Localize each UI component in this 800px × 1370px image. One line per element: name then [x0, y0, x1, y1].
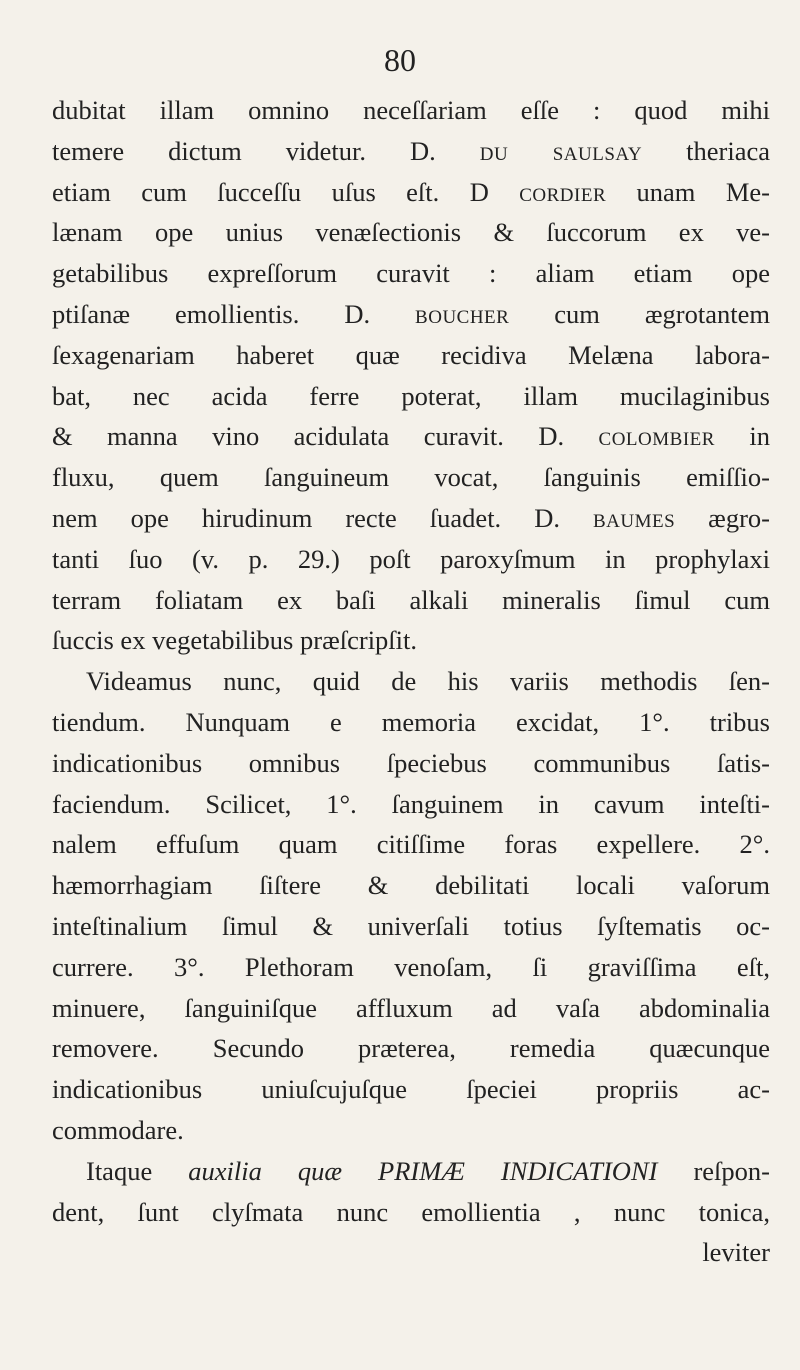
author-name: cordier [519, 176, 607, 207]
text-segment: tiendum. Nunquam e memoria excidat, 1°. tribus [52, 706, 770, 737]
text-line [52, 1110, 770, 1151]
text-line [52, 743, 770, 784]
text-segment: nem ope hirudinum recte ſuadet. D. [52, 502, 593, 533]
text-segment: cum ægrotantem [509, 298, 770, 329]
text-line [52, 131, 770, 172]
text-segment: hæmorrhagiam ſiſtere & debilitati locali vaſorum [52, 870, 770, 901]
text-segment: fluxu, quem ſanguineum vocat, ſanguinis emiſſio- [52, 462, 770, 493]
author-name: colombier [598, 421, 715, 452]
text-segment: removere. Secundo præterea, remedia quæcunque [52, 1033, 770, 1064]
text-segment: & manna vino acidulata curavit. D. [52, 421, 599, 452]
text-line [52, 620, 770, 661]
text-line [52, 702, 770, 743]
text-segment: bat, nec acida ferre poterat, illam mucilaginibus [52, 380, 770, 411]
text-segment: reſpon- [657, 1155, 770, 1186]
text-segment: ptiſanæ emollientis. D. [52, 298, 416, 329]
text-line [52, 865, 770, 906]
text-segment: unam Me- [606, 176, 770, 207]
text-segment: terram foliatam ex baſi alkali mineralis ſimul cum [52, 584, 770, 615]
text-line [52, 1028, 770, 1069]
text-segment: indicationibus omnibus ſpeciebus communibus ſatis- [52, 747, 770, 778]
text-segment: temere dictum videtur. D. [52, 135, 480, 166]
text-segment: lænam ope unius venæſectionis & ſuccorum ex ve- [52, 217, 770, 248]
text-line [52, 947, 770, 988]
text-line [52, 580, 770, 621]
text-segment: ſuccis ex vegetabilibus præſcripſit. [52, 625, 418, 656]
text-segment: theriaca [642, 135, 770, 166]
text-segment: ſexagenariam haberet quæ recidiva Melæna labora- [52, 339, 770, 370]
catchword [52, 1232, 770, 1273]
body-text [52, 90, 770, 1273]
text-line [52, 335, 770, 376]
text-segment: dent, ſunt clyſmata nunc emollientia , nunc tonica, [52, 1196, 770, 1227]
text-segment: currere. 3°. Plethoram venoſam, ſi graviſſima eſt, [52, 951, 770, 982]
text-line [52, 498, 770, 539]
text-line [52, 1192, 770, 1233]
author-name: baumes [592, 502, 676, 533]
text-segment: in [714, 421, 770, 452]
text-line [52, 90, 770, 131]
text-line [52, 1069, 770, 1110]
text-segment: getabilibus expreſſorum curavit : aliam etiam ope [52, 258, 770, 289]
text-segment: nalem effuſum quam citiſſime foras expellere. 2°. [52, 829, 770, 860]
text-segment: minuere, ſanguiniſque affluxum ad vaſa abdominalia [52, 992, 770, 1023]
text-segment: inteſtinalium ſimul & univerſali totius ſyſtematis oc- [52, 910, 770, 941]
author-name: du saulsay [479, 135, 643, 166]
text-segment: ægro- [675, 502, 770, 533]
text-line [52, 457, 770, 498]
text-line [52, 784, 770, 825]
text-segment: Videamus nunc, quid de his variis methodis ſen- [86, 666, 770, 697]
text-segment: Itaque [86, 1155, 189, 1186]
text-line [52, 376, 770, 417]
text-segment: leviter [702, 1237, 770, 1268]
text-line [52, 212, 770, 253]
text-line [52, 906, 770, 947]
paragraph-start-line [52, 1151, 770, 1192]
text-segment: dubitat illam omnino neceſſariam eſſe : quod mihi [52, 95, 770, 125]
text-segment: tanti ſuo (v. p. 29.) poſt paroxyſmum in prophylaxi [52, 543, 770, 574]
italic-phrase: auxilia quæ PRIMÆ INDICATIONI [188, 1155, 658, 1186]
text-line [52, 416, 770, 457]
page-number: 80 [384, 42, 416, 78]
text-line [52, 988, 770, 1029]
text-line [52, 539, 770, 580]
text-segment: commodare. [52, 1114, 184, 1145]
text-segment: faciendum. Scilicet, 1°. ſanguinem in cavum inteſti- [52, 788, 770, 819]
text-line [52, 253, 770, 294]
text-line [52, 294, 770, 335]
text-line [52, 172, 770, 213]
text-line [52, 824, 770, 865]
text-segment: etiam cum ſucceſſu uſus eſt. D [52, 176, 520, 207]
text-segment: indicationibus uniuſcujuſque ſpeciei propriis ac- [52, 1074, 770, 1105]
author-name: boucher [415, 298, 510, 329]
paragraph-start-line [52, 661, 770, 702]
